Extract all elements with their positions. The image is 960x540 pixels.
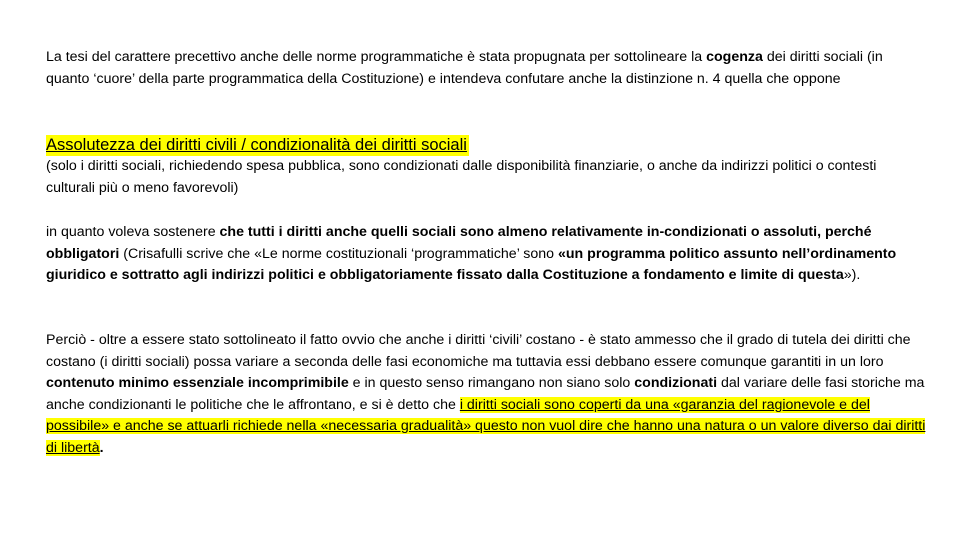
intro-bold-cogenza: cogenza bbox=[706, 49, 763, 65]
conclusion-text-a: Perciò - oltre a essere stato sottolineato il fatto ovvio che anche i diritti ‘civili’ costano - è stato ammesso che il grado di tutela dei diritti che costano (i diritti sociali) possa variare a seconda delle fasi economiche ma tuttavia essi debbano essere comunque garantiti in un loro bbox=[46, 332, 911, 370]
conclusion-text-e: dal variare delle fasi storiche ma anche condizionanti le politiche che le affrontano, e si è detto che bbox=[46, 375, 925, 413]
paragraph-conclusion bbox=[46, 330, 926, 459]
crisafulli-bold-quote: «un programma politico assunto nell’ordinamento giuridico e sottratto agli indirizzi politici e obbligatoriamente fissato dalla Costituzione a fondamento e limite di questa bbox=[46, 245, 897, 283]
conclusion-bold-contenuto: contenuto minimo essenziale incomprimibile bbox=[46, 375, 349, 391]
conclusion-bold-condizionati: condizionati bbox=[634, 375, 718, 391]
paragraph-intro bbox=[46, 47, 926, 90]
intro-text-a: La tesi del carattere precettivo anche delle norme programmatiche è stata propugnata per sottolineare la bbox=[46, 49, 707, 65]
crisafulli-text-c: (Crisafulli scrive che «Le norme costituzionali ‘programmatiche’ sono bbox=[119, 245, 558, 262]
paragraph-parenthetical: (solo i diritti sociali, richiedendo spesa pubblica, sono condizionati dalle disponibilità finanziarie, o anche da indirizzi politici o contesti culturali più o meno favorevoli) bbox=[46, 158, 877, 196]
crisafulli-text-e: »). bbox=[843, 267, 861, 283]
crisafulli-text-a: in quanto voleva sostenere bbox=[46, 224, 220, 240]
intro-text-c: dei diritti sociali (in quanto ‘cuore’ della parte programmatica della Costituzione) e intendeva confutare anche la distinzione n. 4 quella che oppone bbox=[46, 49, 883, 87]
crisafulli-bold-b: che tutti i diritti anche quelli sociali sono almeno relativamente in-condizionati o assoluti, perché obbligatori bbox=[46, 224, 872, 262]
conclusion-highlighted: i diritti sociali sono coperti da una «garanzia del ragionevole e del possibile» e anche se attuarli richiede nella «necessaria gradualità» questo non vuol dire che hanno una natura o un valore diverso dai diritti di libertà bbox=[46, 396, 926, 456]
section-heading: Assolutezza dei diritti civili / condizionalità dei diritti sociali bbox=[46, 136, 467, 154]
conclusion-final-period: . bbox=[99, 439, 104, 456]
conclusion-text-c: e in questo senso rimangano non siano solo bbox=[348, 375, 635, 391]
paragraph-crisafulli bbox=[46, 222, 926, 287]
